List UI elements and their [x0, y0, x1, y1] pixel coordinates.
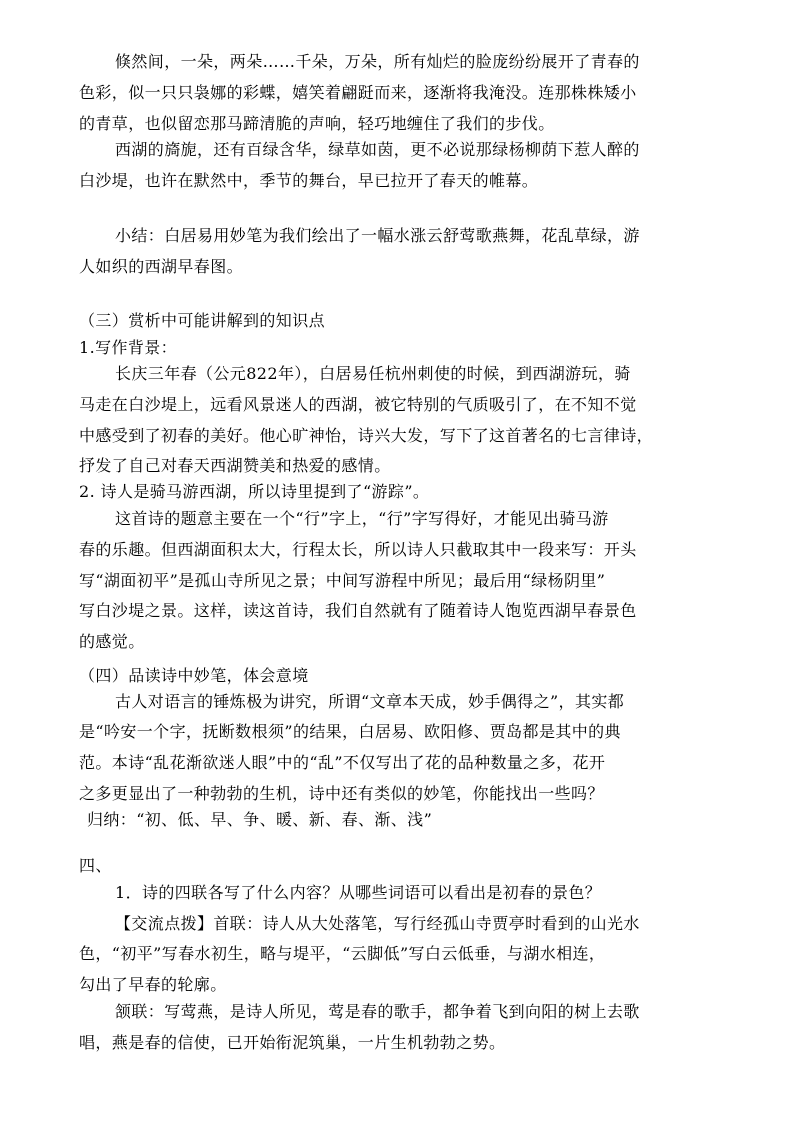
- paragraph-line: 写白沙堤之景。这样，读这首诗，我们自然就有了随着诗人饱览西湖早春景色: [79, 601, 637, 620]
- paragraph-line: 的感觉。: [79, 632, 145, 651]
- paragraph-line: 勾出了早春的轮廓。: [79, 975, 227, 994]
- paragraph-line: 写“湖面初平”是孤山寺所见之景；中间写游程中所见；最后用“绿杨阴里”: [79, 571, 606, 590]
- summary-line: 小结：白居易用妙笔为我们绘出了一幅水涨云舒莺歌燕舞，花乱草绿，游: [115, 226, 640, 245]
- paragraph-line: 色，“初平”写春水初生，略与堤平，“云脚低”写白云低垂，与湖水相连，: [79, 944, 606, 963]
- section-heading: （三）赏析中可能讲解到的知识点: [79, 311, 326, 330]
- paragraph-line: 春的乐趣。但西湖面积太大，行程太长，所以诗人只截取其中一段来写：开头: [79, 540, 637, 559]
- paragraph-line: 色彩，似一只只袅娜的彩蝶，嬉笑着翩跹而来，逐渐将我淹没。连那株株矮小: [79, 83, 637, 102]
- summary-line: 归纳：“初、低、早、争、暖、新、春、渐、浅”: [87, 810, 433, 829]
- paragraph-line: 马走在白沙堤上，远看风景迷人的西湖，被它特别的气质吸引了，在不知不觉: [79, 395, 637, 414]
- subheading: 1.写作背景：: [79, 338, 178, 357]
- paragraph-line: 范。本诗“乱花渐欲迷人眼”中的“乱”不仅写出了花的品种数量之多，花开: [79, 753, 606, 772]
- paragraph-line: 【交流点拨】首联：诗人从大处落笔，写行经孤山寺贾亭时看到的山光水: [115, 914, 640, 933]
- summary-line: 人如织的西湖早春图。: [79, 257, 244, 276]
- paragraph-line: 之多更显出了一种勃勃的生机，诗中还有类似的妙笔，你能找出一些吗？: [79, 784, 604, 803]
- paragraph-line: 颔联：写莺燕，是诗人所见，莺是春的歌手，都争着飞到向阳的树上去歌: [115, 1002, 640, 1021]
- paragraph-line: 是“吟安一个字，抚断数根须”的结果，白居易、欧阳修、贾岛都是其中的典: [79, 722, 621, 741]
- section-heading: 四、: [79, 856, 112, 875]
- paragraph-line: 唱，燕是春的信使，已开始衔泥筑巢，一片生机勃勃之势。: [79, 1033, 506, 1052]
- paragraph-line: 中感受到了初春的美好。他心旷神怡，诗兴大发，写下了这首著名的七言律诗，: [79, 426, 654, 445]
- paragraph-line: 倏然间，一朵，两朵……千朵，万朵，所有灿烂的脸庞纷纷展开了青春的: [115, 52, 640, 71]
- subheading: 2. 诗人是骑马游西湖，所以诗里提到了“游踪”。: [79, 482, 430, 501]
- paragraph-line: 西湖的旖旎，还有百绿含华，绿草如茵，更不必说那绿杨柳荫下惹人醉的: [115, 140, 640, 159]
- section-heading: （四）品读诗中妙笔，体会意境: [79, 666, 309, 685]
- paragraph-line: 这首诗的题意主要在一个“行”字上，“行”字写得好，才能见出骑马游: [115, 509, 609, 528]
- paragraph-line: 的青草，也似留恋那马蹄清脆的声响，轻巧地缠住了我们的步伐。: [79, 114, 555, 133]
- paragraph-line: 长庆三年春（公元822年），白居易任杭州刺使的时候，到西湖游玩，骑: [115, 364, 631, 383]
- paragraph-line: 古人对语言的锤炼极为讲究，所谓“文章本天成，妙手偶得之”，其实都: [115, 692, 625, 711]
- question-line: 1．诗的四联各写了什么内容？从哪些词语可以看出是初春的景色？: [115, 883, 602, 902]
- paragraph-line: 白沙堤，也许在默然中，季节的舞台，早已拉开了春天的帷幕。: [79, 171, 539, 190]
- paragraph-line: 抒发了自己对春天西湖赞美和热爱的感情。: [79, 456, 391, 475]
